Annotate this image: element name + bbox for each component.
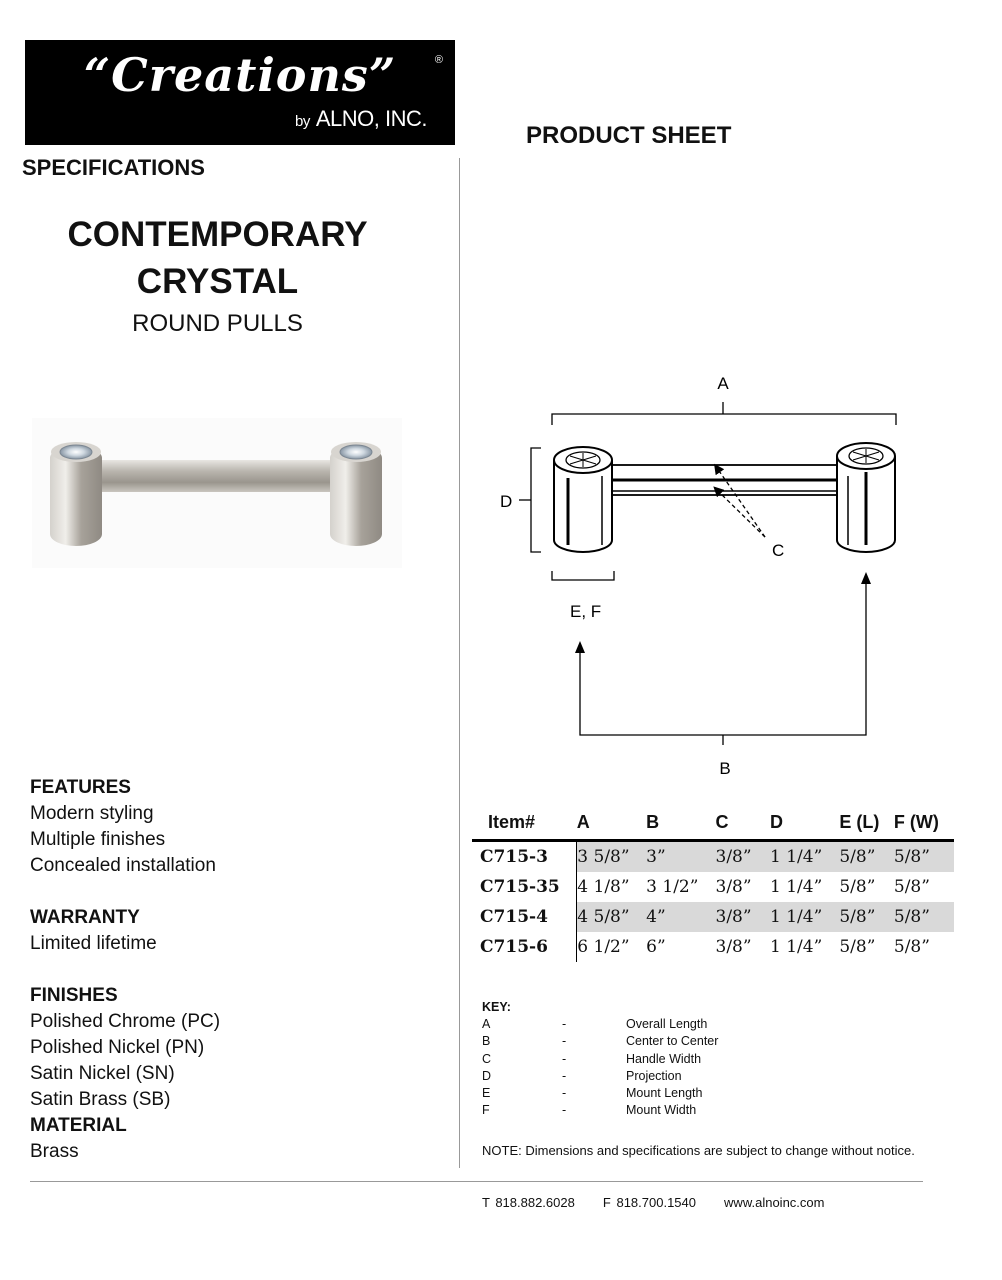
column-header: A (577, 808, 646, 841)
dim-b: 3” (646, 841, 715, 873)
feature-item: Multiple finishes (30, 829, 166, 850)
features-section (30, 775, 216, 879)
key-row: B - Center to Center (482, 1034, 719, 1049)
warranty-text: Limited lifetime (30, 933, 157, 954)
dim-b: 4” (646, 902, 715, 932)
dim-d: 1 1/4” (770, 877, 823, 897)
dim-c: 3/8” (716, 902, 771, 932)
feature-item: Modern styling (30, 803, 154, 824)
finishes-heading: FINISHES (30, 985, 118, 1006)
svg-text:C: C (772, 541, 785, 560)
diagram-label-d (500, 492, 512, 511)
brand-logo (25, 40, 455, 145)
dim-b: 6” (646, 937, 666, 957)
dim-e: 5/8” (839, 877, 876, 897)
diagram-label-a (717, 374, 729, 393)
key-row: C - Handle Width (482, 1051, 702, 1066)
product-subtitle: ROUND PULLS (132, 310, 303, 337)
dim-d: 1 1/4” (770, 841, 839, 873)
warranty-section (30, 905, 157, 957)
key-heading: KEY: (482, 1000, 511, 1014)
dim-d: 1 1/4” (770, 902, 839, 932)
finish-item: Polished Nickel (PN) (30, 1037, 205, 1058)
contact-info (482, 1195, 824, 1210)
dim-a: 4 1/8” (577, 872, 646, 902)
product-sheet-heading: PRODUCT SHEET (526, 122, 732, 149)
dim-c: 3/8” (715, 877, 752, 897)
dim-e: 5/8” (839, 937, 876, 957)
key-row: D - Projection (482, 1068, 682, 1083)
table-header-row (472, 808, 954, 841)
diagram-label-b (719, 759, 730, 778)
column-header: D (770, 808, 839, 841)
key-row: F - Mount Width (482, 1103, 697, 1118)
dim-c: 3/8” (715, 937, 752, 957)
dim-a: 4 5/8” (577, 902, 646, 932)
footer-divider (30, 1181, 923, 1182)
table-row (472, 841, 954, 873)
item-number: C715-6 (480, 937, 548, 957)
dim-c: 3/8” (716, 841, 771, 873)
dim-e: 5/8” (839, 841, 894, 873)
diagram-label-c (772, 541, 784, 560)
item-number: C715-4 (480, 907, 548, 927)
material-heading: MATERIAL (30, 1115, 127, 1136)
svg-text:D: D (500, 492, 513, 511)
dim-a: 3 5/8” (577, 841, 646, 873)
dim-d: 1 1/4” (770, 937, 823, 957)
column-header: B (646, 808, 715, 841)
dimension-diagram (460, 360, 1000, 790)
logo-registered-mark: ® (434, 54, 443, 66)
dim-f: 5/8” (893, 937, 930, 957)
column-header: C (716, 808, 771, 841)
product-photo (32, 418, 402, 568)
diagram-label-ef (570, 602, 601, 621)
item-number: C715-35 (480, 877, 560, 897)
dim-f: 5/8” (894, 841, 954, 873)
material-text: Brass (30, 1141, 79, 1162)
website-link[interactable]: www.alnoinc.com (724, 1195, 825, 1210)
svg-text:A: A (717, 374, 729, 393)
finish-item: Satin Nickel (SN) (30, 1063, 175, 1084)
table-row (472, 932, 954, 962)
column-header: E (L) (839, 808, 894, 841)
svg-text:B: B (719, 759, 731, 778)
column-header: F (W) (894, 808, 954, 841)
product-title-line1: CONTEMPORARY (67, 215, 368, 254)
finishes-section (30, 983, 220, 1165)
item-number: C715-3 (480, 847, 548, 867)
product-title-line2: CRYSTAL (136, 262, 299, 301)
column-header: Item# (472, 808, 577, 841)
dim-f: 5/8” (893, 877, 930, 897)
svg-text:E, F: E, F (570, 602, 602, 621)
table-row (472, 902, 954, 932)
key-legend (482, 1000, 942, 1121)
fax-number: F 818.700.1540 (602, 1195, 696, 1210)
key-row: E - Mount Length (482, 1086, 703, 1101)
key-row: A - Overall Length (482, 1017, 708, 1031)
dim-e: 5/8” (839, 902, 894, 932)
specifications-heading: SPECIFICATIONS (22, 155, 205, 180)
dim-a: 6 1/2” (577, 932, 646, 962)
feature-item: Concealed installation (30, 855, 216, 876)
finish-item: Polished Chrome (PC) (30, 1011, 221, 1032)
logo-script-text: “Creations” (83, 48, 397, 102)
disclaimer-note: NOTE: Dimensions and specifications are subject to change without notice. (482, 1143, 915, 1158)
dim-b: 3 1/2” (646, 877, 699, 897)
dim-f: 5/8” (894, 902, 954, 932)
dimensions-table (472, 808, 954, 962)
features-heading: FEATURES (30, 777, 131, 798)
phone-number: T 818.882.6028 (482, 1195, 575, 1210)
logo-company: by ALNO, INC. (295, 106, 427, 131)
warranty-heading: WARRANTY (30, 907, 140, 928)
table-row (472, 872, 954, 902)
finish-item: Satin Brass (SB) (30, 1089, 171, 1110)
